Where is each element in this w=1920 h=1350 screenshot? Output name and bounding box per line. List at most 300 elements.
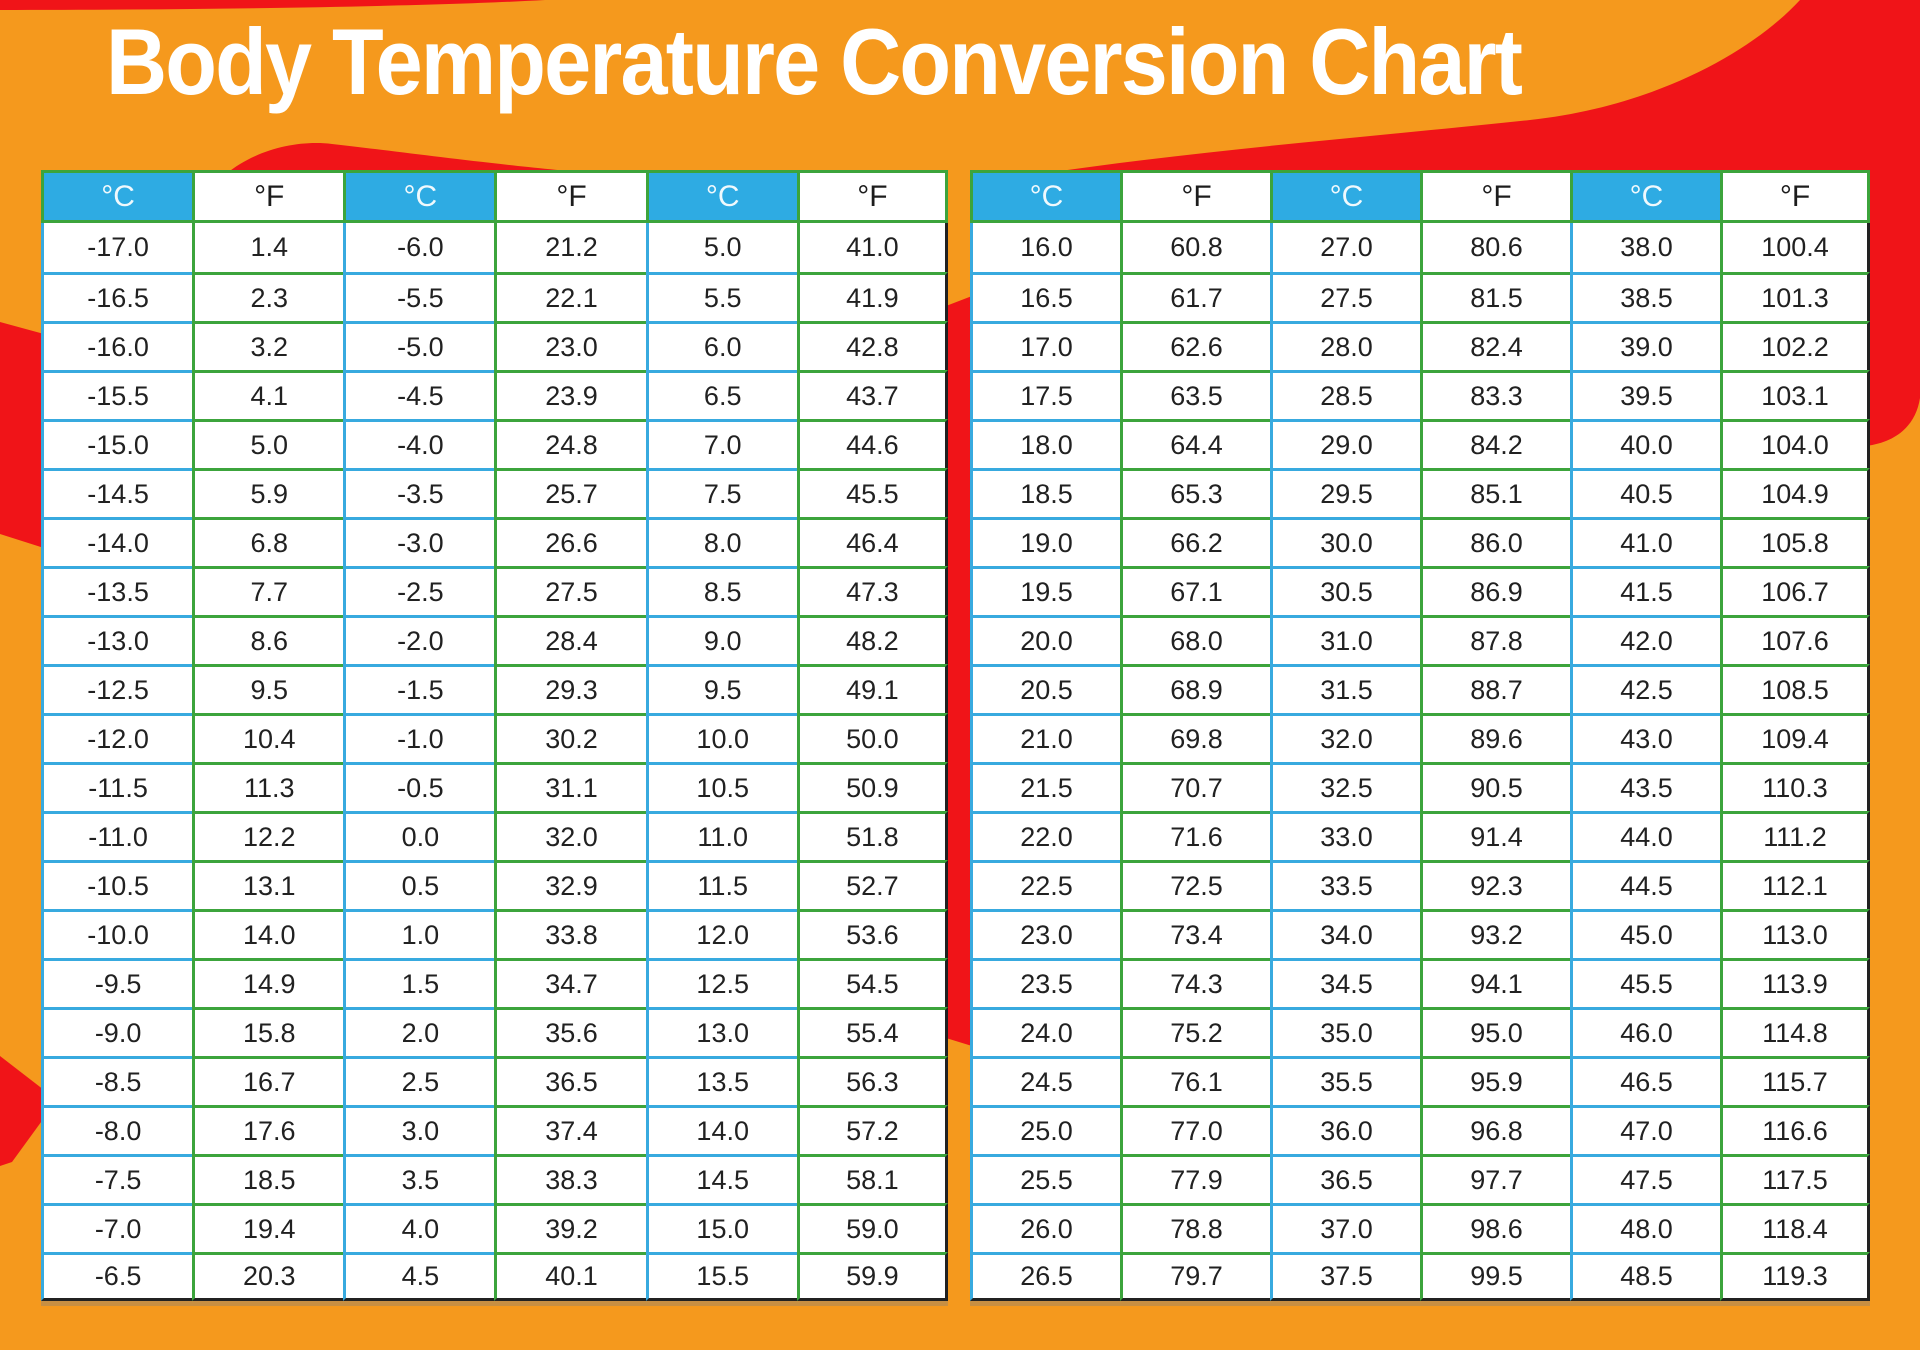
fahrenheit-value-cell: 22.1	[494, 272, 645, 321]
fahrenheit-value-cell: 65.3	[1120, 468, 1270, 517]
celsius-value-cell: 6.5	[646, 370, 797, 419]
fahrenheit-value-cell: 56.3	[797, 1056, 948, 1105]
celsius-value-cell: 21.0	[970, 713, 1120, 762]
celsius-value-cell: 39.5	[1570, 370, 1720, 419]
celsius-value-cell: 43.0	[1570, 713, 1720, 762]
fahrenheit-value-cell: 104.0	[1720, 419, 1870, 468]
table-row	[970, 1007, 1870, 1056]
table-row	[41, 1007, 948, 1056]
celsius-value-cell: 31.0	[1270, 615, 1420, 664]
celsius-value-cell: -0.5	[343, 762, 494, 811]
celsius-value-cell: 20.5	[970, 664, 1120, 713]
table-row	[970, 762, 1870, 811]
fahrenheit-value-cell: 13.1	[192, 860, 343, 909]
celsius-value-cell: 10.0	[646, 713, 797, 762]
fahrenheit-value-cell: 41.0	[797, 223, 948, 272]
fahrenheit-value-cell: 8.6	[192, 615, 343, 664]
celsius-value-cell: 22.5	[970, 860, 1120, 909]
fahrenheit-value-cell: 5.0	[192, 419, 343, 468]
celsius-value-cell: 20.0	[970, 615, 1120, 664]
fahrenheit-value-cell: 31.1	[494, 762, 645, 811]
fahrenheit-value-cell: 55.4	[797, 1007, 948, 1056]
fahrenheit-value-cell: 76.1	[1120, 1056, 1270, 1105]
fahrenheit-value-cell: 85.1	[1420, 468, 1570, 517]
fahrenheit-value-cell: 48.2	[797, 615, 948, 664]
fahrenheit-value-cell: 93.2	[1420, 909, 1570, 958]
fahrenheit-value-cell: 64.4	[1120, 419, 1270, 468]
celsius-value-cell: -9.0	[41, 1007, 192, 1056]
fahrenheit-value-cell: 72.5	[1120, 860, 1270, 909]
table-row	[41, 762, 948, 811]
fahrenheit-value-cell: 50.9	[797, 762, 948, 811]
fahrenheit-value-cell: 20.3	[192, 1252, 343, 1301]
fahrenheit-value-cell: 111.2	[1720, 811, 1870, 860]
table-row	[41, 468, 948, 517]
celsius-value-cell: -6.5	[41, 1252, 192, 1301]
table-row	[970, 664, 1870, 713]
fahrenheit-value-cell: 40.1	[494, 1252, 645, 1301]
celsius-value-cell: 14.0	[646, 1105, 797, 1154]
celsius-value-cell: 33.5	[1270, 860, 1420, 909]
table-row	[970, 909, 1870, 958]
table-row	[970, 1105, 1870, 1154]
table-row	[41, 958, 948, 1007]
table-row	[41, 1154, 948, 1203]
fahrenheit-value-cell: 68.0	[1120, 615, 1270, 664]
celsius-value-cell: -14.5	[41, 468, 192, 517]
fahrenheit-value-cell: 86.0	[1420, 517, 1570, 566]
fahrenheit-value-cell: 88.7	[1420, 664, 1570, 713]
fahrenheit-value-cell: 97.7	[1420, 1154, 1570, 1203]
table-row	[970, 1056, 1870, 1105]
celsius-value-cell: 14.5	[646, 1154, 797, 1203]
fahrenheit-value-cell: 75.2	[1120, 1007, 1270, 1056]
table-row	[41, 615, 948, 664]
fahrenheit-value-cell: 108.5	[1720, 664, 1870, 713]
celsius-value-cell: 25.5	[970, 1154, 1120, 1203]
celsius-value-cell: 21.5	[970, 762, 1120, 811]
red-strip-between-tables	[946, 296, 972, 1046]
celsius-value-cell: 8.5	[646, 566, 797, 615]
table-row	[970, 272, 1870, 321]
celsius-value-cell: 24.5	[970, 1056, 1120, 1105]
celsius-value-cell: 35.0	[1270, 1007, 1420, 1056]
celsius-value-cell: 40.5	[1570, 468, 1720, 517]
fahrenheit-value-cell: 1.4	[192, 223, 343, 272]
celsius-value-cell: -8.0	[41, 1105, 192, 1154]
celsius-value-cell: 10.5	[646, 762, 797, 811]
fahrenheit-value-cell: 114.8	[1720, 1007, 1870, 1056]
page-title: Body Temperature Conversion Chart	[106, 9, 1522, 114]
column-header-celsius: °C	[970, 170, 1120, 223]
table-row	[41, 664, 948, 713]
celsius-value-cell: -4.5	[343, 370, 494, 419]
fahrenheit-value-cell: 10.4	[192, 713, 343, 762]
celsius-value-cell: -15.0	[41, 419, 192, 468]
table-row	[970, 1203, 1870, 1252]
fahrenheit-value-cell: 32.9	[494, 860, 645, 909]
celsius-value-cell: 30.0	[1270, 517, 1420, 566]
fahrenheit-value-cell: 113.0	[1720, 909, 1870, 958]
celsius-value-cell: 24.0	[970, 1007, 1120, 1056]
celsius-value-cell: 41.0	[1570, 517, 1720, 566]
fahrenheit-value-cell: 83.3	[1420, 370, 1570, 419]
table-row	[41, 1056, 948, 1105]
fahrenheit-value-cell: 32.0	[494, 811, 645, 860]
celsius-value-cell: 3.0	[343, 1105, 494, 1154]
celsius-value-cell: 12.5	[646, 958, 797, 1007]
celsius-value-cell: 39.0	[1570, 321, 1720, 370]
fahrenheit-value-cell: 21.2	[494, 223, 645, 272]
celsius-value-cell: 38.5	[1570, 272, 1720, 321]
table-row	[970, 321, 1870, 370]
celsius-value-cell: 6.0	[646, 321, 797, 370]
celsius-value-cell: 15.0	[646, 1203, 797, 1252]
fahrenheit-value-cell: 91.4	[1420, 811, 1570, 860]
fahrenheit-value-cell: 51.8	[797, 811, 948, 860]
table-row	[970, 223, 1870, 272]
fahrenheit-value-cell: 15.8	[192, 1007, 343, 1056]
fahrenheit-value-cell: 36.5	[494, 1056, 645, 1105]
celsius-value-cell: -9.5	[41, 958, 192, 1007]
celsius-value-cell: 9.5	[646, 664, 797, 713]
celsius-value-cell: 27.0	[1270, 223, 1420, 272]
celsius-value-cell: -7.0	[41, 1203, 192, 1252]
celsius-value-cell: -1.5	[343, 664, 494, 713]
fahrenheit-value-cell: 92.3	[1420, 860, 1570, 909]
column-header-fahrenheit: °F	[1720, 170, 1870, 223]
celsius-value-cell: -11.5	[41, 762, 192, 811]
fahrenheit-value-cell: 61.7	[1120, 272, 1270, 321]
table-row	[970, 1154, 1870, 1203]
celsius-value-cell: 23.5	[970, 958, 1120, 1007]
celsius-value-cell: 45.5	[1570, 958, 1720, 1007]
fahrenheit-value-cell: 60.8	[1120, 223, 1270, 272]
fahrenheit-value-cell: 69.8	[1120, 713, 1270, 762]
celsius-value-cell: -17.0	[41, 223, 192, 272]
fahrenheit-value-cell: 12.2	[192, 811, 343, 860]
fahrenheit-value-cell: 104.9	[1720, 468, 1870, 517]
fahrenheit-value-cell: 52.7	[797, 860, 948, 909]
fahrenheit-value-cell: 3.2	[192, 321, 343, 370]
celsius-value-cell: -10.5	[41, 860, 192, 909]
column-header-fahrenheit: °F	[1420, 170, 1570, 223]
fahrenheit-value-cell: 94.1	[1420, 958, 1570, 1007]
fahrenheit-value-cell: 99.5	[1420, 1252, 1570, 1301]
fahrenheit-value-cell: 17.6	[192, 1105, 343, 1154]
celsius-value-cell: 35.5	[1270, 1056, 1420, 1105]
column-header-fahrenheit: °F	[1120, 170, 1270, 223]
celsius-value-cell: 27.5	[1270, 272, 1420, 321]
table-row	[970, 958, 1870, 1007]
celsius-value-cell: 37.5	[1270, 1252, 1420, 1301]
celsius-value-cell: 0.5	[343, 860, 494, 909]
fahrenheit-value-cell: 27.5	[494, 566, 645, 615]
fahrenheit-value-cell: 54.5	[797, 958, 948, 1007]
fahrenheit-value-cell: 9.5	[192, 664, 343, 713]
table-row	[41, 370, 948, 419]
fahrenheit-value-cell: 49.1	[797, 664, 948, 713]
table-row	[970, 1252, 1870, 1301]
fahrenheit-value-cell: 28.4	[494, 615, 645, 664]
table-row	[970, 615, 1870, 664]
celsius-value-cell: -14.0	[41, 517, 192, 566]
celsius-value-cell: -8.5	[41, 1056, 192, 1105]
celsius-value-cell: 30.5	[1270, 566, 1420, 615]
table-row	[970, 713, 1870, 762]
celsius-value-cell: -10.0	[41, 909, 192, 958]
column-header-celsius: °C	[646, 170, 797, 223]
fahrenheit-value-cell: 30.2	[494, 713, 645, 762]
fahrenheit-value-cell: 74.3	[1120, 958, 1270, 1007]
table-row	[41, 909, 948, 958]
table-row	[41, 566, 948, 615]
celsius-value-cell: 41.5	[1570, 566, 1720, 615]
celsius-value-cell: 28.0	[1270, 321, 1420, 370]
table-row	[41, 713, 948, 762]
celsius-value-cell: 26.0	[970, 1203, 1120, 1252]
fahrenheit-value-cell: 18.5	[192, 1154, 343, 1203]
table-row	[970, 517, 1870, 566]
celsius-value-cell: -6.0	[343, 223, 494, 272]
celsius-value-cell: -3.0	[343, 517, 494, 566]
conversion-table-right	[970, 170, 1870, 1301]
fahrenheit-value-cell: 14.9	[192, 958, 343, 1007]
celsius-value-cell: -13.5	[41, 566, 192, 615]
fahrenheit-value-cell: 116.6	[1720, 1105, 1870, 1154]
celsius-value-cell: 36.0	[1270, 1105, 1420, 1154]
celsius-value-cell: 28.5	[1270, 370, 1420, 419]
table-row	[970, 566, 1870, 615]
celsius-value-cell: 4.0	[343, 1203, 494, 1252]
fahrenheit-value-cell: 90.5	[1420, 762, 1570, 811]
fahrenheit-value-cell: 38.3	[494, 1154, 645, 1203]
fahrenheit-value-cell: 42.8	[797, 321, 948, 370]
fahrenheit-value-cell: 86.9	[1420, 566, 1570, 615]
column-header-fahrenheit: °F	[192, 170, 343, 223]
celsius-value-cell: -1.0	[343, 713, 494, 762]
table-row	[41, 223, 948, 272]
fahrenheit-value-cell: 29.3	[494, 664, 645, 713]
celsius-value-cell: 3.5	[343, 1154, 494, 1203]
celsius-value-cell: 16.5	[970, 272, 1120, 321]
column-header-celsius: °C	[1570, 170, 1720, 223]
fahrenheit-value-cell: 23.0	[494, 321, 645, 370]
celsius-value-cell: 46.5	[1570, 1056, 1720, 1105]
fahrenheit-value-cell: 87.8	[1420, 615, 1570, 664]
column-header-fahrenheit: °F	[797, 170, 948, 223]
table-row	[970, 468, 1870, 517]
fahrenheit-value-cell: 33.8	[494, 909, 645, 958]
fahrenheit-value-cell: 95.9	[1420, 1056, 1570, 1105]
fahrenheit-value-cell: 16.7	[192, 1056, 343, 1105]
celsius-value-cell: 38.0	[1570, 223, 1720, 272]
fahrenheit-value-cell: 107.6	[1720, 615, 1870, 664]
table-row	[41, 1203, 948, 1252]
fahrenheit-value-cell: 98.6	[1420, 1203, 1570, 1252]
celsius-value-cell: 33.0	[1270, 811, 1420, 860]
fahrenheit-value-cell: 46.4	[797, 517, 948, 566]
table-row	[970, 370, 1870, 419]
fahrenheit-value-cell: 6.8	[192, 517, 343, 566]
table-row	[41, 1252, 948, 1301]
fahrenheit-value-cell: 41.9	[797, 272, 948, 321]
celsius-value-cell: 12.0	[646, 909, 797, 958]
celsius-value-cell: 23.0	[970, 909, 1120, 958]
fahrenheit-value-cell: 77.0	[1120, 1105, 1270, 1154]
celsius-value-cell: -5.5	[343, 272, 494, 321]
celsius-value-cell: 17.0	[970, 321, 1120, 370]
celsius-value-cell: 32.5	[1270, 762, 1420, 811]
fahrenheit-value-cell: 95.0	[1420, 1007, 1570, 1056]
celsius-value-cell: 36.5	[1270, 1154, 1420, 1203]
fahrenheit-value-cell: 70.7	[1120, 762, 1270, 811]
celsius-value-cell: 8.0	[646, 517, 797, 566]
celsius-value-cell: 44.5	[1570, 860, 1720, 909]
red-wedge-left-upper	[0, 322, 44, 548]
celsius-value-cell: -12.5	[41, 664, 192, 713]
fahrenheit-value-cell: 35.6	[494, 1007, 645, 1056]
celsius-value-cell: 34.0	[1270, 909, 1420, 958]
celsius-value-cell: 11.5	[646, 860, 797, 909]
celsius-value-cell: -13.0	[41, 615, 192, 664]
celsius-value-cell: 13.0	[646, 1007, 797, 1056]
celsius-value-cell: 26.5	[970, 1252, 1120, 1301]
fahrenheit-value-cell: 100.4	[1720, 223, 1870, 272]
celsius-value-cell: 17.5	[970, 370, 1120, 419]
celsius-value-cell: 18.0	[970, 419, 1120, 468]
column-header-celsius: °C	[41, 170, 192, 223]
table-row	[41, 419, 948, 468]
celsius-value-cell: 1.0	[343, 909, 494, 958]
celsius-value-cell: 19.0	[970, 517, 1120, 566]
table-row	[970, 811, 1870, 860]
fahrenheit-value-cell: 67.1	[1120, 566, 1270, 615]
fahrenheit-value-cell: 47.3	[797, 566, 948, 615]
celsius-value-cell: 22.0	[970, 811, 1120, 860]
celsius-value-cell: -16.0	[41, 321, 192, 370]
red-wedge-left-lower	[0, 1056, 44, 1166]
celsius-value-cell: 1.5	[343, 958, 494, 1007]
celsius-value-cell: 0.0	[343, 811, 494, 860]
fahrenheit-value-cell: 77.9	[1120, 1154, 1270, 1203]
fahrenheit-value-cell: 119.3	[1720, 1252, 1870, 1301]
fahrenheit-value-cell: 43.7	[797, 370, 948, 419]
celsius-value-cell: -7.5	[41, 1154, 192, 1203]
column-header-fahrenheit: °F	[494, 170, 645, 223]
celsius-value-cell: 46.0	[1570, 1007, 1720, 1056]
fahrenheit-value-cell: 62.6	[1120, 321, 1270, 370]
fahrenheit-value-cell: 82.4	[1420, 321, 1570, 370]
fahrenheit-value-cell: 78.8	[1120, 1203, 1270, 1252]
fahrenheit-value-cell: 7.7	[192, 566, 343, 615]
conversion-table-left	[41, 170, 948, 1301]
fahrenheit-value-cell: 71.6	[1120, 811, 1270, 860]
fahrenheit-value-cell: 39.2	[494, 1203, 645, 1252]
fahrenheit-value-cell: 80.6	[1420, 223, 1570, 272]
fahrenheit-value-cell: 79.7	[1120, 1252, 1270, 1301]
fahrenheit-value-cell: 110.3	[1720, 762, 1870, 811]
celsius-value-cell: -5.0	[343, 321, 494, 370]
fahrenheit-value-cell: 25.7	[494, 468, 645, 517]
celsius-value-cell: 7.5	[646, 468, 797, 517]
fahrenheit-value-cell: 117.5	[1720, 1154, 1870, 1203]
column-header-celsius: °C	[1270, 170, 1420, 223]
fahrenheit-value-cell: 89.6	[1420, 713, 1570, 762]
table-row	[41, 811, 948, 860]
table-row	[41, 1105, 948, 1154]
celsius-value-cell: 34.5	[1270, 958, 1420, 1007]
celsius-value-cell: 25.0	[970, 1105, 1120, 1154]
fahrenheit-value-cell: 57.2	[797, 1105, 948, 1154]
celsius-value-cell: -16.5	[41, 272, 192, 321]
celsius-value-cell: 42.0	[1570, 615, 1720, 664]
celsius-value-cell: 16.0	[970, 223, 1120, 272]
celsius-value-cell: 29.0	[1270, 419, 1420, 468]
celsius-value-cell: 37.0	[1270, 1203, 1420, 1252]
celsius-value-cell: 11.0	[646, 811, 797, 860]
fahrenheit-value-cell: 68.9	[1120, 664, 1270, 713]
celsius-value-cell: -2.0	[343, 615, 494, 664]
celsius-value-cell: -3.5	[343, 468, 494, 517]
fahrenheit-value-cell: 81.5	[1420, 272, 1570, 321]
fahrenheit-value-cell: 11.3	[192, 762, 343, 811]
celsius-value-cell: 5.0	[646, 223, 797, 272]
fahrenheit-value-cell: 59.0	[797, 1203, 948, 1252]
celsius-value-cell: -4.0	[343, 419, 494, 468]
fahrenheit-value-cell: 26.6	[494, 517, 645, 566]
celsius-value-cell: 32.0	[1270, 713, 1420, 762]
fahrenheit-value-cell: 109.4	[1720, 713, 1870, 762]
fahrenheit-value-cell: 2.3	[192, 272, 343, 321]
fahrenheit-value-cell: 105.8	[1720, 517, 1870, 566]
table-row	[970, 419, 1870, 468]
column-header-celsius: °C	[343, 170, 494, 223]
fahrenheit-value-cell: 73.4	[1120, 909, 1270, 958]
table-row	[41, 517, 948, 566]
celsius-value-cell: -15.5	[41, 370, 192, 419]
fahrenheit-value-cell: 118.4	[1720, 1203, 1870, 1252]
fahrenheit-value-cell: 84.2	[1420, 419, 1570, 468]
fahrenheit-value-cell: 63.5	[1120, 370, 1270, 419]
celsius-value-cell: 2.5	[343, 1056, 494, 1105]
celsius-value-cell: 13.5	[646, 1056, 797, 1105]
celsius-value-cell: 5.5	[646, 272, 797, 321]
fahrenheit-value-cell: 5.9	[192, 468, 343, 517]
table-row	[41, 272, 948, 321]
fahrenheit-value-cell: 113.9	[1720, 958, 1870, 1007]
fahrenheit-value-cell: 34.7	[494, 958, 645, 1007]
celsius-value-cell: 9.0	[646, 615, 797, 664]
celsius-value-cell: 43.5	[1570, 762, 1720, 811]
celsius-value-cell: 18.5	[970, 468, 1120, 517]
celsius-value-cell: 42.5	[1570, 664, 1720, 713]
celsius-value-cell: 47.5	[1570, 1154, 1720, 1203]
fahrenheit-value-cell: 24.8	[494, 419, 645, 468]
fahrenheit-value-cell: 58.1	[797, 1154, 948, 1203]
celsius-value-cell: 2.0	[343, 1007, 494, 1056]
celsius-value-cell: 15.5	[646, 1252, 797, 1301]
fahrenheit-value-cell: 103.1	[1720, 370, 1870, 419]
fahrenheit-value-cell: 44.6	[797, 419, 948, 468]
fahrenheit-value-cell: 102.2	[1720, 321, 1870, 370]
fahrenheit-value-cell: 66.2	[1120, 517, 1270, 566]
fahrenheit-value-cell: 37.4	[494, 1105, 645, 1154]
celsius-value-cell: 48.0	[1570, 1203, 1720, 1252]
fahrenheit-value-cell: 19.4	[192, 1203, 343, 1252]
celsius-value-cell: -12.0	[41, 713, 192, 762]
table-row	[41, 860, 948, 909]
